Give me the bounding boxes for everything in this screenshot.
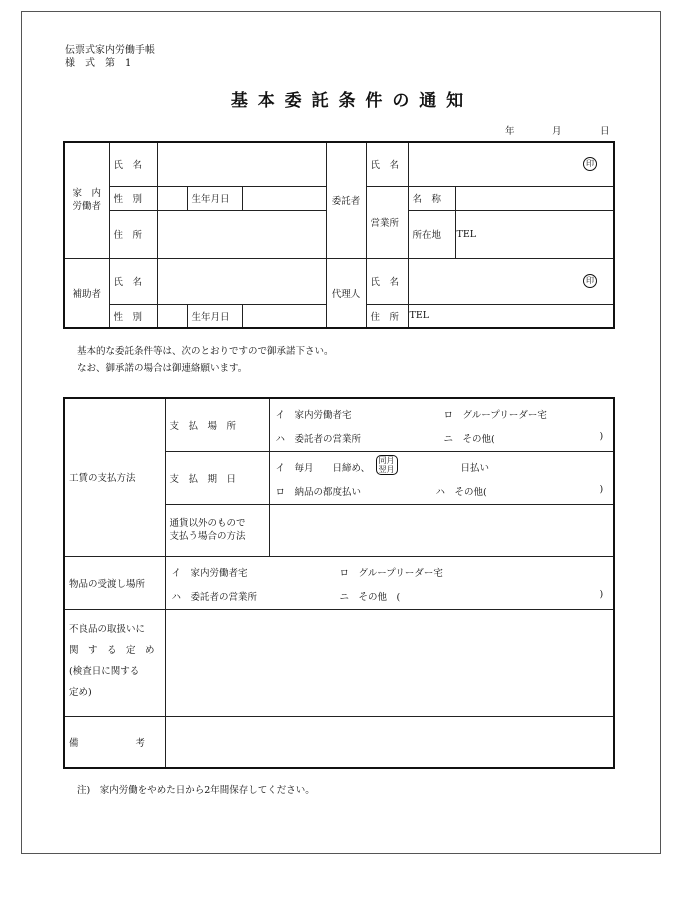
intro-line-1: 基本的な委託条件等は、次のとおりですので御承諾下さい。 — [77, 346, 334, 357]
office-location-field[interactable] — [455, 210, 614, 258]
pay-period-option-i[interactable]: イ 毎月 日締め、 — [275, 462, 371, 474]
agent-name-label: 氏 名 — [366, 258, 408, 304]
footnote: 注) 家内労働をやめた日から2年間保存してください。 — [77, 785, 315, 796]
delivery-option-ha[interactable]: ハ 委託者の営業所 — [171, 591, 258, 603]
worker-address-field[interactable] — [157, 210, 326, 258]
office-location-label: 所在地 — [408, 210, 455, 258]
worker-birth-field[interactable] — [242, 186, 326, 210]
delivery-place-label: 物品の受渡し場所 — [64, 556, 165, 609]
date-year: 年 — [505, 126, 515, 137]
office-name-field[interactable] — [455, 186, 614, 210]
worker-name-label: 氏 名 — [109, 142, 157, 186]
pay-period-options[interactable] — [269, 451, 614, 504]
pay-place-label: 支 払 場 所 — [165, 398, 269, 451]
office-label: 営業所 — [366, 186, 408, 258]
remarks-label: 備 考 — [64, 716, 165, 768]
agent-name-field[interactable] — [408, 258, 614, 304]
pay-day-label: 日払い — [460, 462, 490, 474]
worker-name-field[interactable] — [157, 142, 326, 186]
delivery-option-i[interactable]: イ 家内労働者宅 — [171, 567, 248, 579]
worker-label: 家 内 労働者 — [64, 142, 109, 258]
non-cash-field[interactable] — [269, 504, 614, 556]
assistant-birth-field[interactable] — [242, 304, 326, 328]
delivery-option-ro[interactable]: ロ グループリーダー宅 — [339, 567, 443, 579]
assistant-label: 補助者 — [64, 258, 109, 328]
pay-place-option-ro[interactable]: ロ グループリーダー宅 — [443, 409, 547, 421]
client-name-field[interactable] — [408, 142, 614, 186]
worker-address-label: 住 所 — [109, 210, 157, 258]
defect-rules-field[interactable] — [165, 609, 614, 716]
pay-period-option-ha[interactable]: ハ その他( — [435, 486, 487, 498]
pay-place-option-i[interactable]: イ 家内労働者宅 — [275, 409, 352, 421]
tel-label: TEL — [456, 228, 477, 240]
office-name-label: 名 称 — [408, 186, 455, 210]
assistant-sex-label: 性 別 — [109, 304, 157, 328]
pay-period-option-ro[interactable]: ロ 納品の都度払い — [275, 486, 362, 498]
defect-rules-label: 不良品の取扱いに 関 す る 定 め (検査日に関する 定め) — [64, 609, 165, 716]
agent-address-label: 住 所 — [366, 304, 408, 328]
worker-sex-label: 性 別 — [109, 186, 157, 210]
assistant-name-field[interactable] — [157, 258, 326, 304]
non-cash-label: 通貨以外のもので 支払う場合の方法 — [165, 504, 269, 556]
intro-line-2: なお、御承諾の場合は御連絡願います。 — [77, 363, 248, 374]
assistant-sex-field[interactable] — [157, 304, 187, 328]
tel-label: TEL — [409, 310, 430, 322]
delivery-option-ni[interactable]: ニ その他 ( — [339, 591, 401, 603]
close-paren: ) — [599, 588, 604, 600]
agent-address-field[interactable] — [408, 304, 614, 328]
pay-place-option-ha[interactable]: ハ 委託者の営業所 — [275, 433, 362, 445]
publisher-label: 伝票式家内労働手帳 — [65, 45, 155, 56]
document-title: 基 本 委 託 条 件 の 通 知 — [230, 91, 466, 111]
worker-birth-label: 生年月日 — [187, 186, 242, 210]
client-name-label: 氏 名 — [366, 142, 408, 186]
conditions-table — [63, 397, 615, 769]
agent-label: 代理人 — [326, 258, 366, 328]
worker-sex-field[interactable] — [157, 186, 187, 210]
assistant-name-label: 氏 名 — [109, 258, 157, 304]
date-month: 月 — [552, 126, 562, 137]
close-paren: ) — [599, 483, 604, 495]
seal-icon: 印 — [583, 157, 597, 171]
client-label: 委託者 — [326, 142, 366, 258]
same-next-month-bracket[interactable]: 同月 翌月 — [376, 455, 398, 475]
close-paren: ) — [599, 430, 604, 442]
delivery-options[interactable] — [165, 556, 614, 609]
pay-place-options[interactable] — [269, 398, 614, 451]
pay-period-label: 支 払 期 日 — [165, 451, 269, 504]
remarks-field[interactable] — [165, 716, 614, 768]
payment-method-label: 工賃の支払方法 — [64, 398, 165, 556]
pay-place-option-ni[interactable]: ニ その他( — [443, 433, 495, 445]
party-table — [63, 141, 615, 329]
form-number: 様 式 第 1 — [65, 58, 132, 69]
seal-icon: 印 — [583, 274, 597, 288]
date-day: 日 — [600, 126, 610, 137]
assistant-birth-label: 生年月日 — [187, 304, 242, 328]
